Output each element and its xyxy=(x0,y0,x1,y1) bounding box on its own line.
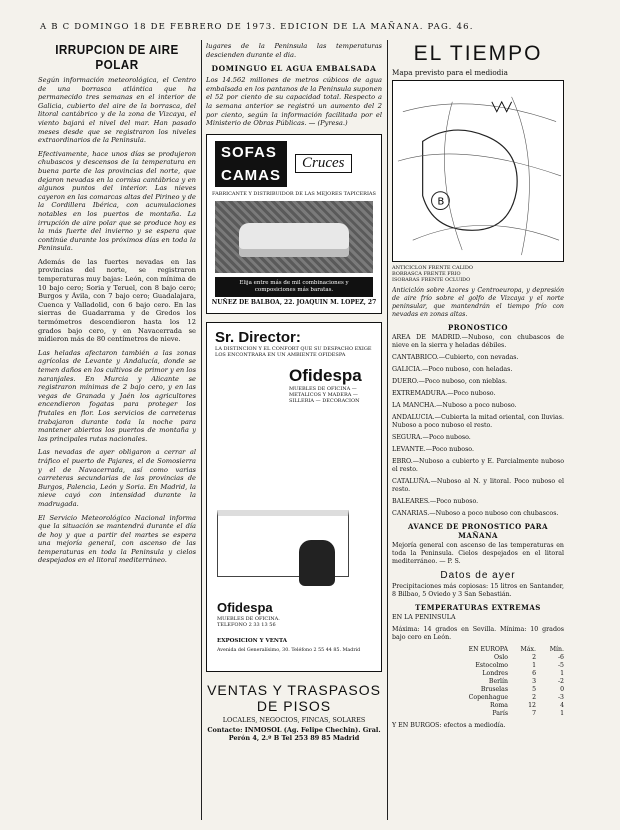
temps-row xyxy=(392,662,564,670)
temps-cell-max: 5 xyxy=(532,686,536,693)
ofidespa-subtitle: MUEBLES DE OFICINA. TELEFONO 2 33 13 56 xyxy=(217,615,280,628)
temps-cell-min: 1 xyxy=(560,710,564,717)
temps-table xyxy=(392,654,564,718)
temps-row xyxy=(392,694,564,702)
temps-row xyxy=(392,710,564,718)
forecast-title: PRONOSTICO xyxy=(448,323,508,332)
sofas-words xyxy=(215,141,287,187)
sofas-address: NUÑEZ DE BALBOA, 22. JOAQUIN M. LOPEZ, 27 xyxy=(211,298,377,306)
article-column xyxy=(38,40,196,830)
temps-cell-city: Bruselas xyxy=(480,686,508,693)
expo-address: Avenida del Generalísimo, 30. Teléfono 2 55 44 85. Madrid xyxy=(217,647,361,653)
peninsula-outline xyxy=(423,130,518,230)
director-title: Sr. Director: xyxy=(215,328,301,346)
article-paragraph: Efectivamente, hace unos días se produjeron chubascos y descensos de la temperatura en buena parte de las provincias del norte, que dejaron nevadas en la cornisa cantábrica y en algunos puntos del interior. Las nieves cayeron en las comarcas altas del Pirineo y de la Cordillera Ibérica, con acumulaciones notables en los puertos de montaña. La irrupción de aire polar que se produce hoy es la más fuerte del invierno y se espera que continúe durante los próximos días en toda la Peninsula. xyxy=(38,149,196,253)
temps-cell-min: -2 xyxy=(557,678,564,685)
forecast-item: EBRO.—Nuboso a cubierto y E. Parcialmente nuboso el resto. xyxy=(392,458,564,473)
temps-cell-max: 2 xyxy=(532,654,536,661)
forecast-item: CATALUÑA.—Nuboso al N. y litoral. Poco nuboso el resto. xyxy=(392,478,564,493)
forecast-item: BALEARES.—Poco nuboso. xyxy=(392,498,479,505)
weather-title: EL TIEMPO xyxy=(413,42,543,65)
reservoir-title: DOMINGUO EL AGUA EMBALSADA xyxy=(211,64,377,74)
legend-row: ANTICICLON FRENTE CALIDO xyxy=(392,265,473,271)
article-paragraph: Según información meteorológica, el Centro de una borrasca atlántica que ha permanecido tres semanas en el interior de Galicia, cubierto del aire de la borrasca, del litoral cantábrico y de la zona de Vizcaya, el viento bajará el nivel del mar. Han pasado meses desde que se registraron los niveles extraordinarios de la Peninsula. xyxy=(38,76,196,145)
map-legend xyxy=(392,265,564,283)
expo-label: EXPOSICION Y VENTA xyxy=(217,637,288,644)
weather-summary: Anticiclón sobre Azores y Centroeuropa, y depresión de aire frío sobre el golfo de Vizcaya y el norte peninsular, que mantendrán el tiempo frío con nevadas en zonas altas. xyxy=(392,287,564,318)
temps-cell-city: Londres xyxy=(482,670,508,677)
column-rule-1 xyxy=(201,40,202,820)
forecast-item: SEGURA.—Poco nuboso. xyxy=(392,434,471,441)
ventas-subtitle: LOCALES, NEGOCIOS, FINCAS, SOLARES xyxy=(222,715,366,724)
ofidespa-advert[interactable] xyxy=(206,322,382,502)
temps-cell-max: 7 xyxy=(532,710,536,717)
isobar xyxy=(512,97,530,255)
temps-row xyxy=(392,654,564,662)
temps-header-max: Máx. xyxy=(520,646,536,653)
temps-header-min: Mín. xyxy=(549,646,564,653)
temps-footer: Y EN BURGOS: efectos a mediodía. xyxy=(392,722,506,729)
legend-row: BORRASCA FRENTE FRIO xyxy=(392,271,461,277)
middle-column xyxy=(206,40,382,830)
weather-column xyxy=(392,40,564,830)
forecast-item: DUERO.—Poco nuboso, con nieblas. xyxy=(392,378,508,385)
temps-cell-city: Roma xyxy=(490,702,508,709)
advance-title: AVANCE DE PRONOSTICO PARA MAÑANA xyxy=(407,522,549,540)
temps-cell-min: 4 xyxy=(560,702,564,709)
article-paragraph: Además de las fuertes nevadas en las provincias del norte, se registraron temperaturas muy bajas: León, con mínima de 10 bajo cero; Soria y Teruel, con 8 bajo cero; Burgos y Ávila, con 7 bajo cero; Guadalajara, Cuenca y Valladolid, con 6 bajo cero. En las sierras de Guadarrama y de Gredos los termómetros descendieron hasta los 12 grados bajo cero, y en Navacerrada se midieron más de 80 centímetros de nieve. xyxy=(38,257,196,344)
temps-row xyxy=(392,702,564,710)
datos-text: Precipitaciones más copiosas: 15 litros en Santander, 8 Bilbao, 5 Oviedo y 3 San Sebastián. xyxy=(392,583,564,598)
chair-illustration xyxy=(299,540,335,586)
reservoir-paragraph: Los 14.562 millones de metros cúbicos de agua embalsada en los pantanos de la Peninsula suponen el 52 por ciento de su capacidad total. Respecto a la semana anterior se registró un aumento del 2 por ciento, según la información facilitada por el Ministerio de Obras Públicas. — (Pyresa.) xyxy=(206,76,382,128)
temps-cell-max: 12 xyxy=(528,702,536,709)
ofidespa-list: MUEBLES DE OFICINA — METALICOS Y MADERA — SILLERIA — DECORACION xyxy=(289,385,360,404)
forecast-item: LEVANTE.—Poco nuboso. xyxy=(392,446,474,453)
low-pressure-letter: B xyxy=(437,196,445,208)
article-paragraph: El Servicio Meteorológico Nacional informa que la situación se mantendrá durante el día de hoy y que a partir del martes se espera una mejoría general, con ascenso de las temperaturas en toda la Peninsula y cielos despejados en el litoral mediterráneo. xyxy=(38,513,196,565)
temps-cell-max: 3 xyxy=(532,678,536,685)
temps-row xyxy=(392,686,564,694)
weather-map-drawing xyxy=(393,81,563,261)
article-paragraph: Las heladas afectaron también a las zonas agrícolas de Levante y Andalucía, donde se temen daños en los cultivos de primor y en los naranjales. En Murcia y Alicante se registraron mínimas de 2 bajo cero, y en las vegas de Granada y Jaén los agricultores encendieron fogatas para proteger los frutales en flor. Los servicios de carreteras trabajaron durante toda la noche para mantener abiertos los puertos de montaña y las principales rutas nacionales. xyxy=(38,348,196,443)
temps-text: Máxima: 14 grados en Sevilla. Mínima: 10 grados bajo cero en León. xyxy=(392,626,564,641)
ofidespa-logo: Ofidespa xyxy=(289,365,362,385)
legend-row: ISOBARAS FRENTE OCLUIDO xyxy=(392,277,471,283)
temps-cell-min: 0 xyxy=(560,686,564,693)
temps-cell-city: París xyxy=(492,710,508,717)
forecast-item: CANTABRICO.—Cubierto, con nevadas. xyxy=(392,354,519,361)
director-subtitle: LA DISTINCION Y EL CONFORT QUE SU DESPACHO EXIGE LOS ENCONTRARA EN UN AMBIENTE OFIDESPA xyxy=(215,345,372,358)
column-rule-2 xyxy=(387,40,388,820)
sofa-illustration xyxy=(239,223,349,257)
advance-text: Mejoría general con ascenso de las temperaturas en toda la Peninsula. Cielos despejados en el litoral mediterráneo. — P. S. xyxy=(392,542,564,565)
article-title: IRRUPCION DE AIRE POLAR xyxy=(55,42,179,72)
camas-word: CAMAS xyxy=(215,164,287,187)
temps-cell-city: Copenhague xyxy=(468,694,508,701)
front-line xyxy=(492,102,512,112)
forecast-item: EXTREMADURA.—Poco nuboso. xyxy=(392,390,496,397)
isobar xyxy=(403,104,556,122)
temps-row xyxy=(392,670,564,678)
temps-cell-min: -3 xyxy=(557,694,564,701)
temps-header-city: EN EUROPA xyxy=(468,646,508,653)
temps-header xyxy=(392,646,564,654)
cruces-logo: Cruces xyxy=(295,154,352,173)
forecast-item: CANARIAS.—Nuboso a poco nuboso con chubascos. xyxy=(392,510,559,517)
temps-row xyxy=(392,678,564,686)
temps-cell-min: -6 xyxy=(557,654,564,661)
sofas-advert[interactable] xyxy=(206,134,382,314)
article-paragraph: Las nevadas de ayer obligaron a cerrar al tráfico el puerto de Pajares, el de Somosierra y el de Navacerrada, así como varias carreteras secundarias de las provincias de Burgos, Palencia, León y Soria. En Madrid, la nieve cayó con intensidad durante la madrugada. xyxy=(38,448,196,508)
page-header: A B C DOMINGO 18 DE FEBRERO DE 1973. EDICION DE LA MAÑANA. PAG. 46. xyxy=(40,22,474,32)
isobar xyxy=(413,225,559,240)
temps-cell-min: -5 xyxy=(557,662,564,669)
sofa-photo xyxy=(215,201,373,273)
article-continuation: lugares de la Peninsula las temperaturas descienden durante el dia. xyxy=(206,42,382,59)
sofas-word: SOFAS xyxy=(215,141,287,164)
temps-cell-min: 1 xyxy=(560,670,564,677)
ventas-title: VENTAS Y TRASPASOS DE PISOS xyxy=(207,681,381,714)
sofas-caption: Elija entre más de mil combinaciones y composiciones más baratas. xyxy=(215,277,373,297)
forecast-list xyxy=(392,334,564,518)
temps-cell-max: 2 xyxy=(532,694,536,701)
temps-cell-max: 1 xyxy=(532,662,536,669)
desk-advert[interactable] xyxy=(206,500,382,672)
datos-title: Datos de ayer xyxy=(440,570,516,581)
temps-title: TEMPERATURAS EXTREMAS xyxy=(415,603,541,612)
sofas-tagline: FABRICANTE Y DISTRIBUIDOR DE LAS MEJORES TAPICERIAS xyxy=(212,190,376,197)
temps-cell-city: Estocolmo xyxy=(475,662,508,669)
sofas-header xyxy=(207,135,381,189)
ventas-contact: Contacto: INMOSOL (Ag. Felipe Chechin). Gral. Perón 4, 2.º B Tel 253 89 85 Madrid xyxy=(207,725,381,742)
temps-subtitle: EN LA PENINSULA xyxy=(392,614,456,621)
forecast-item: LA MANCHA.—Nuboso a poco nuboso. xyxy=(392,402,517,409)
forecast-item: ANDALUCIA.—Cubierta la mitad oriental, con lluvias. Nuboso a poco nuboso el resto. xyxy=(392,414,564,429)
forecast-item: AREA DE MADRID.—Nuboso, con chubascos de nieve en la sierra y heladas débiles. xyxy=(392,334,564,349)
forecast-item: GALICIA.—Poco nuboso, con heladas. xyxy=(392,366,513,373)
map-caption: Mapa previsto para el mediodia xyxy=(392,68,508,77)
temps-cell-city: Oslo xyxy=(494,654,508,661)
temps-cell-city: Berlín xyxy=(488,678,508,685)
ofidespa-logo-2: Ofidespa xyxy=(217,599,273,615)
weather-map xyxy=(392,80,564,262)
ventas-advert[interactable] xyxy=(206,682,382,742)
temps-cell-max: 6 xyxy=(532,670,536,677)
